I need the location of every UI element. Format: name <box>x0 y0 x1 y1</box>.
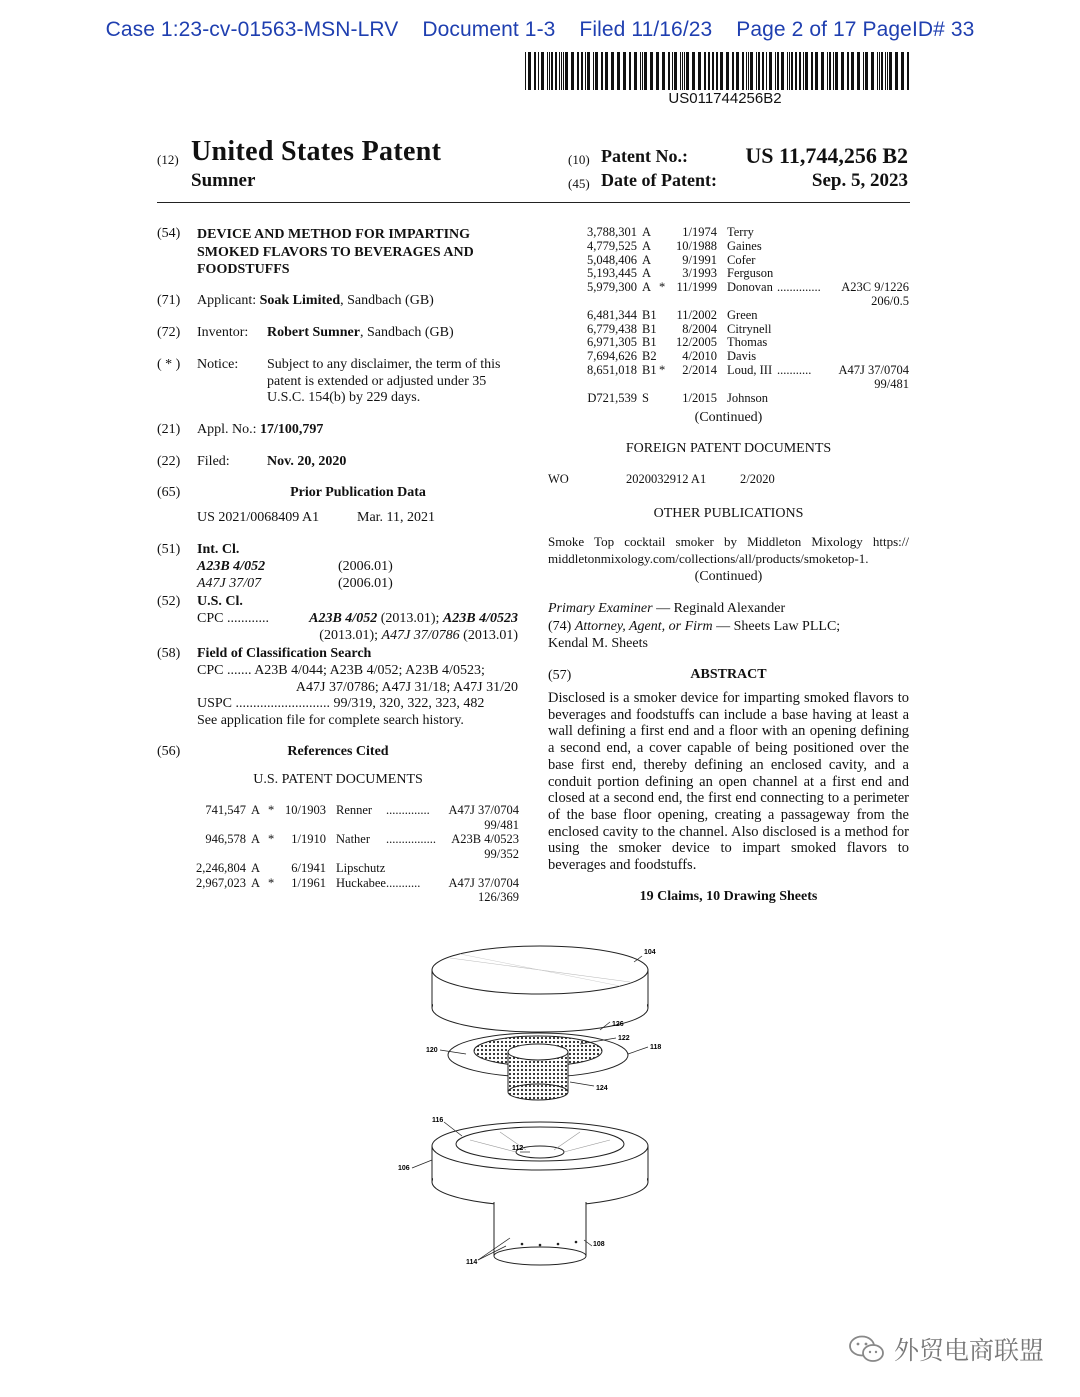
ref-kind: A <box>251 861 261 875</box>
examiner-label: Primary Examiner <box>548 601 653 616</box>
ref-kind: A <box>642 252 652 267</box>
barcode-bar <box>656 52 659 90</box>
ref-date: 1/2015 <box>682 390 717 405</box>
barcode-bar <box>541 52 544 90</box>
barcode-bar <box>565 52 568 90</box>
application-number <box>197 422 323 438</box>
ref-label: 106 <box>398 1165 410 1172</box>
barcode-bar <box>791 52 793 90</box>
date-of-patent-label: Date of Patent: <box>601 170 717 190</box>
barcode-bar <box>746 52 747 90</box>
ref-date: 4/2010 <box>682 349 717 364</box>
inventor-surname: Sumner <box>191 170 256 191</box>
code-22: (22) <box>157 454 181 469</box>
ref-date: 1/1961 <box>291 875 326 890</box>
barcode-bar <box>805 52 808 90</box>
barcode-bar <box>684 52 685 90</box>
ref-kind: S <box>642 390 649 405</box>
ref-class-2: 99/352 <box>484 846 519 861</box>
barcode-bar <box>766 52 767 90</box>
barcode-bar <box>769 52 772 90</box>
barcode-bar <box>634 52 637 90</box>
ref-number: 7,694,626 <box>587 349 637 364</box>
barcode-bar <box>863 52 864 90</box>
ref-class-2: 99/481 <box>874 376 909 391</box>
barcode <box>525 52 909 90</box>
attorney-name-2: Kendal M. Sheets <box>548 636 648 651</box>
barcode-bar <box>907 52 909 90</box>
ref-name: Cofer <box>727 252 756 267</box>
barcode-bar <box>885 52 886 90</box>
barcode-bar <box>650 52 653 90</box>
ref-number: 2,246,804 <box>196 861 246 875</box>
ref-kind: B1 <box>642 335 657 350</box>
ref-name: Huckabee <box>336 875 386 890</box>
ref-class: A47J 37/0704 <box>448 875 519 890</box>
ref-date: 1/1974 <box>682 225 717 239</box>
ref-star: * <box>268 803 275 817</box>
barcode-bar <box>644 52 647 90</box>
ref-number: 5,048,406 <box>587 252 637 267</box>
ref-dots: .............. <box>777 280 821 295</box>
barcode-bar <box>559 52 560 90</box>
patent-no-label: Patent No.: <box>601 146 688 166</box>
ref-name: Gaines <box>727 238 762 253</box>
ref-date: 9/1991 <box>682 252 717 267</box>
ref-label: 114 <box>466 1259 478 1266</box>
ref-name: Nather <box>336 832 371 846</box>
header-divider <box>157 202 910 203</box>
ref-kind: A <box>251 803 261 817</box>
ref-number: 5,193,445 <box>587 266 637 281</box>
ref-number: 946,578 <box>205 832 246 846</box>
foreign-number: 2020032912 A1 <box>626 472 707 486</box>
barcode-bar <box>829 52 831 90</box>
int-cl-label: Int. Cl. <box>197 542 240 557</box>
primary-examiner <box>548 601 785 617</box>
cpc-year: (2013.01) <box>459 628 518 643</box>
barcode-bar <box>732 52 734 90</box>
ref-number: 2,967,023 <box>196 875 246 890</box>
barcode-bar <box>841 52 844 90</box>
barcode-bar <box>674 52 677 90</box>
applicant-name: Soak Limited <box>259 293 341 308</box>
barcode-bar <box>577 52 579 90</box>
applicant-location: , Sandbach (GB) <box>340 293 434 308</box>
prior-pub-number: US 2021/0068409 A1 <box>197 510 320 525</box>
barcode-bar <box>847 52 849 90</box>
cpc-line-1 <box>309 611 518 627</box>
ref-number: 6,971,305 <box>587 335 637 350</box>
ref-class: A23C 9/1226 <box>841 280 909 295</box>
ref-number: 741,547 <box>205 803 246 817</box>
ref-dots: ........... <box>777 363 812 377</box>
prior-pub-title: Prior Publication Data <box>290 485 426 500</box>
barcode-bar <box>835 52 838 90</box>
barcode-bar <box>585 52 586 90</box>
filed-label: Filed: <box>197 454 230 469</box>
cpc-code: A47J 37/0786 <box>381 628 460 643</box>
barcode-bar <box>692 52 695 90</box>
ref-label: 104 <box>644 949 656 956</box>
barcode-bar <box>789 52 790 90</box>
ref-label: 112 <box>512 1145 524 1152</box>
case-header <box>0 18 1080 42</box>
case-number: Case 1:23-cv-01563-MSN-LRV <box>105 18 399 41</box>
ref-name: Donovan <box>727 280 773 295</box>
code-57: (57) <box>548 668 572 683</box>
barcode-bar <box>617 52 620 90</box>
references-title: References Cited <box>287 744 389 759</box>
ref-class: A47J 37/0704 <box>448 803 519 817</box>
ref-date: 10/1988 <box>676 238 717 253</box>
barcode-bar <box>748 52 749 90</box>
foreign-docs-title: FOREIGN PATENT DOCUMENTS <box>625 441 832 456</box>
attorney-label: Attorney, Agent, or Firm <box>574 619 713 634</box>
barcode-bar <box>551 52 553 90</box>
ref-date: 2/2014 <box>682 363 717 377</box>
cpc-code: A23B 4/0523 <box>442 611 518 626</box>
code-notice: ( * ) <box>157 357 181 372</box>
claims-count: 19 Claims, 10 Drawing Sheets <box>639 889 818 904</box>
patent-type-title: United States Patent <box>191 136 442 167</box>
ref-label: 126 <box>612 1021 624 1028</box>
watermark-text: 外贸电商联盟 <box>893 1336 1044 1365</box>
notice-line: U.S.C. 154(b) by 229 days. <box>267 390 421 405</box>
ref-class-2: 126/369 <box>478 890 519 904</box>
ref-label: 124 <box>596 1085 608 1092</box>
barcode-bar <box>795 52 797 90</box>
barcode-bar <box>549 52 550 90</box>
barcode-bar <box>777 52 779 90</box>
barcode-bar <box>623 52 626 90</box>
barcode-bar <box>871 52 874 90</box>
examiner-name: — Reginald Alexander <box>652 601 786 616</box>
barcode-bar <box>851 52 854 90</box>
code-71: (71) <box>157 293 181 308</box>
ref-kind: B1 <box>642 363 657 377</box>
applicant-label: Applicant: <box>197 293 257 308</box>
ref-class-2: 206/0.5 <box>871 294 909 308</box>
ref-dots: ........... <box>386 875 421 890</box>
barcode-bar <box>571 52 574 90</box>
ref-number: D721,539 <box>587 390 637 405</box>
barcode-bar <box>877 52 878 90</box>
barcode-bar <box>668 52 670 90</box>
ref-class: A23B 4/0523 <box>451 832 519 846</box>
code-51: (51) <box>157 542 181 557</box>
prior-pub-date: Mar. 11, 2021 <box>357 510 436 525</box>
other-pub-line: middletonmixology.com/collections/all/products/smoketop-1. <box>548 551 869 566</box>
barcode-bar <box>698 52 701 90</box>
inventor-label: Inventor: <box>197 325 249 340</box>
notice-line: patent is extended or adjusted under 35 <box>267 373 487 389</box>
ref-kind: A <box>642 238 652 253</box>
ref-number: 6,779,438 <box>587 321 637 336</box>
code-72: (72) <box>157 325 181 340</box>
field-see-note: See application file for complete search history. <box>197 713 464 728</box>
attorney-name: — Sheets Law PLLC; <box>712 619 841 634</box>
other-pubs-title: OTHER PUBLICATIONS <box>653 506 804 521</box>
ref-number: 5,979,300 <box>587 280 637 295</box>
ref-name: Citrynell <box>727 321 772 336</box>
watermark <box>848 1331 1044 1367</box>
barcode-bar <box>887 52 888 90</box>
ref-name: Green <box>727 307 758 322</box>
inventor-name: Robert Sumner <box>267 325 360 340</box>
ref-label: 116 <box>432 1117 444 1124</box>
barcode-bar <box>611 52 614 90</box>
field-uspc: USPC ........................... 99/319, 320, 322, 323, 482 <box>197 696 485 711</box>
continued-note: (Continued) <box>694 569 763 584</box>
document-number: Document 1-3 <box>422 18 556 41</box>
ref-kind: A <box>251 832 261 846</box>
ref-kind: A <box>251 875 261 890</box>
barcode-bar <box>680 52 681 90</box>
continued-note: (Continued) <box>694 410 763 425</box>
ref-kind: B2 <box>642 349 657 364</box>
ref-date: 6/1941 <box>291 861 326 875</box>
ref-kind: B1 <box>642 307 657 322</box>
ref-star: * <box>268 832 275 846</box>
barcode-bar <box>538 52 539 90</box>
barcode-bar <box>708 52 710 90</box>
barcode-bar <box>865 52 868 90</box>
cover-part <box>432 946 648 1032</box>
device-drawing <box>380 940 700 1270</box>
barcode-bar <box>595 52 598 90</box>
ref-date: 8/2004 <box>682 321 717 336</box>
us-docs-title: U.S. PATENT DOCUMENTS <box>253 772 423 787</box>
filed-date-value: Nov. 20, 2020 <box>267 454 347 469</box>
ref-kind: B1 <box>642 321 657 336</box>
barcode-bar <box>605 52 608 90</box>
ref-date: 1/1910 <box>291 832 326 846</box>
page-info: Page 2 of 17 PageID# 33 <box>736 18 975 41</box>
barcode-bar <box>642 52 643 90</box>
barcode-bar <box>563 52 564 90</box>
cpc-code: A23B 4/052 <box>309 611 378 626</box>
barcode-bar <box>682 52 683 90</box>
ref-label: 108 <box>593 1241 605 1248</box>
notice-line: Subject to any disclaimer, the term of this <box>267 357 501 372</box>
field-cpc-line: A47J 37/0786; A47J 31/18; A47J 31/20 <box>295 680 518 695</box>
int-cl-code: A47J 37/07 <box>197 576 262 591</box>
barcode-bar <box>901 52 904 90</box>
barcode-bar <box>821 52 824 90</box>
int-cl-year: (2006.01) <box>338 559 393 574</box>
barcode-bar <box>857 52 860 90</box>
filed-date: Filed 11/16/23 <box>579 18 713 41</box>
notice-label: Notice: <box>197 357 239 372</box>
ref-name: Thomas <box>727 335 768 350</box>
code-56: (56) <box>157 744 181 759</box>
ref-number: 3,788,301 <box>587 225 637 239</box>
field-search-label: Field of Classification Search <box>197 646 372 661</box>
barcode-bar <box>742 52 744 90</box>
barcode-bar <box>758 52 760 90</box>
barcode-bar <box>593 52 594 90</box>
barcode-bar <box>672 52 673 90</box>
barcode-bar <box>720 52 723 90</box>
barcode-bar <box>750 52 753 90</box>
foreign-date: 2/2020 <box>740 472 775 486</box>
code-54: (54) <box>157 226 181 241</box>
int-cl-year: (2006.01) <box>338 576 393 591</box>
ref-date: 11/2002 <box>676 307 717 322</box>
barcode-bar <box>881 52 883 90</box>
barcode-bar <box>799 52 801 90</box>
inventor <box>267 325 454 341</box>
ref-kind: A <box>642 280 652 295</box>
barcode-bar <box>534 52 536 90</box>
code-65: (65) <box>157 485 181 500</box>
barcode-bar <box>756 52 757 90</box>
barcode-bar <box>629 52 631 90</box>
code-58: (58) <box>157 646 181 661</box>
ref-star: * <box>659 363 666 377</box>
attorney <box>548 619 840 635</box>
ref-name: Ferguson <box>727 266 774 281</box>
ref-label: 120 <box>426 1047 438 1054</box>
code-74: (74) <box>548 619 575 634</box>
barcode-bar <box>525 52 526 90</box>
ref-date: 11/1999 <box>676 280 717 295</box>
ref-date: 3/1993 <box>682 266 717 281</box>
barcode-bar <box>889 52 892 90</box>
wechat-icon <box>848 1334 886 1364</box>
barcode-bar <box>601 52 603 90</box>
title-line: SMOKED FLAVORS TO BEVERAGES AND <box>197 244 474 260</box>
ref-label: 118 <box>650 1044 662 1051</box>
int-cl-code: A23B 4/052 <box>197 559 266 574</box>
base-part <box>432 1122 648 1265</box>
barcode-bar <box>640 52 641 90</box>
barcode-bar <box>879 52 880 90</box>
ref-kind: A <box>642 266 652 281</box>
barcode-bar <box>815 52 818 90</box>
ref-name: Johnson <box>727 390 768 405</box>
barcode-bar <box>787 52 788 90</box>
title-line: FOODSTUFFS <box>197 262 290 277</box>
barcode-bar <box>833 52 834 90</box>
cpc-year: (2013.01); <box>377 611 443 626</box>
ref-name: Terry <box>727 225 754 239</box>
code-21: (21) <box>157 422 181 437</box>
barcode-bar <box>811 52 813 90</box>
ref-name: Lipschutz <box>336 861 386 875</box>
barcode-bar <box>775 52 776 90</box>
ref-star: * <box>659 280 666 295</box>
barcode-number: US011744256B2 <box>668 90 782 107</box>
ref-name: Renner <box>336 803 373 817</box>
code-45: (45) <box>568 176 590 191</box>
ref-number: 6,481,344 <box>587 307 637 322</box>
other-pub-line: Smoke Top cocktail smoker by Middleton Mixology https:// <box>548 534 909 549</box>
applicant <box>197 293 434 309</box>
ref-kind: A <box>642 225 652 239</box>
barcode-bar <box>581 52 583 90</box>
cpc-line-2 <box>319 628 518 644</box>
barcode-bar <box>827 52 828 90</box>
barcode-bar <box>762 52 764 90</box>
abstract-text: Disclosed is a smoker device for imparting smoked flavors to beverages and foodstuffs can include a base having at least a wall defining a first end and a floor with an opening defining a second end, a cover capable of being positioned over the base first end, thereby defining an enclosed cavity, and a conduit portion defining an open channel at a first end and closed at a second end, the first end connecting to a perimeter of the base floor opening, creating a passageway from the enclosed cavity to the channel. Also disclosed is a method for using the smoker device to impart smoked flavors to beverages and foodstuffs. <box>548 690 909 874</box>
barcode-bar <box>895 52 898 90</box>
barcode-bar <box>561 52 562 90</box>
ref-class-2: 99/481 <box>484 817 519 832</box>
field-cpc-line: CPC ....... A23B 4/044; A23B 4/052; A23B 4/0523; <box>197 663 485 678</box>
barcode-bar <box>726 52 729 90</box>
code-10: (10) <box>568 152 590 167</box>
ref-name: Davis <box>727 349 757 364</box>
ref-date: 10/1903 <box>285 803 326 817</box>
foreign-country: WO <box>548 472 569 486</box>
barcode-bar <box>803 52 804 90</box>
ref-dots: ................ <box>386 832 436 846</box>
notice-text <box>267 357 501 407</box>
barcode-bar <box>662 52 665 90</box>
barcode-bar <box>528 52 531 90</box>
barcode-bar <box>736 52 739 90</box>
ref-star: * <box>268 875 275 890</box>
inventor-location: , Sandbach (GB) <box>359 325 454 340</box>
appl-label: Appl. No.: <box>197 422 257 437</box>
cpc-prefix: CPC ............ <box>197 611 269 626</box>
barcode-bar <box>547 52 548 90</box>
ref-date: 12/2005 <box>676 335 717 350</box>
ref-name: Loud, III <box>727 363 773 377</box>
date-of-patent: Sep. 5, 2023 <box>811 170 908 191</box>
barcode-bar <box>712 52 714 90</box>
barcode-bar <box>704 52 706 90</box>
title-line: DEVICE AND METHOD FOR IMPARTING <box>197 227 471 242</box>
appl-no: 17/100,797 <box>260 422 324 437</box>
ref-dots: .............. <box>386 803 430 817</box>
code-12: (12) <box>157 152 179 167</box>
ref-label: 122 <box>618 1035 630 1042</box>
code-52: (52) <box>157 594 181 609</box>
barcode-bar <box>716 52 718 90</box>
barcode-bar <box>781 52 784 90</box>
invention-title <box>197 226 474 279</box>
patent-number: US 11,744,256 B2 <box>745 143 908 168</box>
barcode-bar <box>686 52 689 90</box>
ref-number: 4,779,525 <box>587 238 637 253</box>
us-cl-label: U.S. Cl. <box>197 594 243 609</box>
ref-class: A47J 37/0704 <box>838 363 909 377</box>
barcode-bar <box>587 52 590 90</box>
cpc-year: (2013.01); <box>319 628 382 643</box>
abstract-title: ABSTRACT <box>690 667 767 682</box>
ref-number: 8,651,018 <box>587 363 637 377</box>
barcode-bar <box>555 52 557 90</box>
